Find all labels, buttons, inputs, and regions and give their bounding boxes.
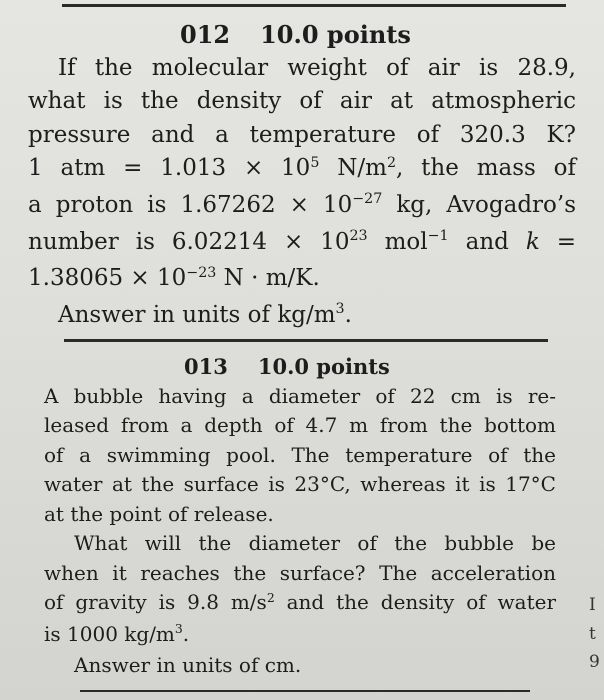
gravity-value: of gravity is 9.8 m/s bbox=[44, 590, 267, 614]
boltzmann-exponent: −23 bbox=[186, 264, 217, 281]
gravity-exponent: 2 bbox=[266, 589, 275, 605]
problem-number: 013 bbox=[184, 354, 228, 379]
answer-period: . bbox=[344, 301, 352, 328]
problem-text-line: what is the density of air at atmospheric bbox=[28, 88, 576, 115]
proton-mass-line bbox=[28, 189, 576, 226]
problem-text-line: If the molecular weight of air is 28.9, bbox=[58, 54, 576, 81]
problem-013 bbox=[44, 352, 556, 681]
boltzmann-symbol: k bbox=[525, 228, 540, 255]
edge-glyph: t bbox=[589, 624, 596, 644]
and-word: and bbox=[465, 228, 509, 255]
bottom-divider bbox=[80, 690, 530, 692]
atm-constant-line bbox=[28, 152, 576, 189]
problem-text-line: water at the surface is 23°C, whereas it is 17°C bbox=[44, 472, 556, 496]
problem-header bbox=[28, 18, 576, 52]
answer-instruction: Answer in units of cm. bbox=[74, 653, 302, 677]
question-line: when it reaches the surface? The acceleration bbox=[44, 560, 556, 585]
edge-glyph: 9 bbox=[589, 652, 600, 672]
gravity-line bbox=[44, 588, 556, 620]
density-exponent: 3 bbox=[174, 621, 183, 637]
proton-tail-text: kg, Avogadro’s bbox=[396, 191, 576, 218]
density-period: . bbox=[182, 621, 190, 646]
avogadro-value: number is 6.02214 × 10 bbox=[28, 228, 350, 255]
problem-points: 10.0 points bbox=[260, 20, 411, 49]
problem-text-line: pressure and a temperature of 320.3 K? bbox=[28, 121, 576, 148]
problem-header bbox=[44, 352, 556, 382]
boltzmann-line bbox=[28, 262, 576, 299]
answer-unit-exponent: 3 bbox=[335, 301, 345, 318]
atm-unit-exponent: 2 bbox=[386, 154, 397, 171]
atm-tail-text: , the mass of bbox=[396, 155, 577, 182]
proton-exponent: −27 bbox=[352, 191, 383, 208]
boltzmann-value: 1.38065 × 10 bbox=[28, 265, 187, 292]
problem-text-line: leased from a depth of 4.7 m from the bottom bbox=[44, 413, 556, 437]
section-divider bbox=[64, 339, 548, 342]
top-divider bbox=[62, 4, 566, 7]
answer-instruction bbox=[28, 299, 576, 336]
density-value: is 1000 kg/m bbox=[44, 621, 175, 646]
problem-012 bbox=[28, 18, 576, 335]
atm-value: 1.013 × 10 bbox=[160, 155, 311, 182]
problem-points: 10.0 points bbox=[257, 354, 390, 379]
proton-mass-value: a proton is 1.67262 × 10 bbox=[28, 191, 353, 218]
problem-number: 012 bbox=[180, 20, 231, 49]
avogadro-exponent: 23 bbox=[349, 228, 368, 245]
boltzmann-unit: N · m/K. bbox=[223, 265, 320, 292]
problem-text-line: of a swimming pool. The temperature of the bbox=[44, 442, 556, 467]
avogadro-unit: mol bbox=[384, 228, 428, 255]
equals-sign: = bbox=[556, 228, 577, 255]
answer-text: Answer in units of kg/m bbox=[58, 301, 336, 328]
question-line: What will the diameter of the bubble be bbox=[74, 531, 556, 555]
density-line bbox=[44, 620, 556, 652]
atm-unit: N/m bbox=[337, 155, 387, 182]
avogadro-line bbox=[28, 226, 576, 263]
edge-glyph: I bbox=[589, 595, 596, 615]
equals-sign: = bbox=[123, 155, 143, 182]
atm-label: 1 atm bbox=[28, 155, 106, 182]
problem-text-line: A bubble having a diameter of 22 cm is re- bbox=[44, 383, 556, 408]
gravity-tail-text: and the density of water bbox=[286, 590, 557, 614]
problem-text-line: at the point of release. bbox=[44, 501, 274, 526]
avogadro-unit-exponent: −1 bbox=[427, 228, 449, 245]
atm-exponent: 5 bbox=[310, 154, 320, 171]
